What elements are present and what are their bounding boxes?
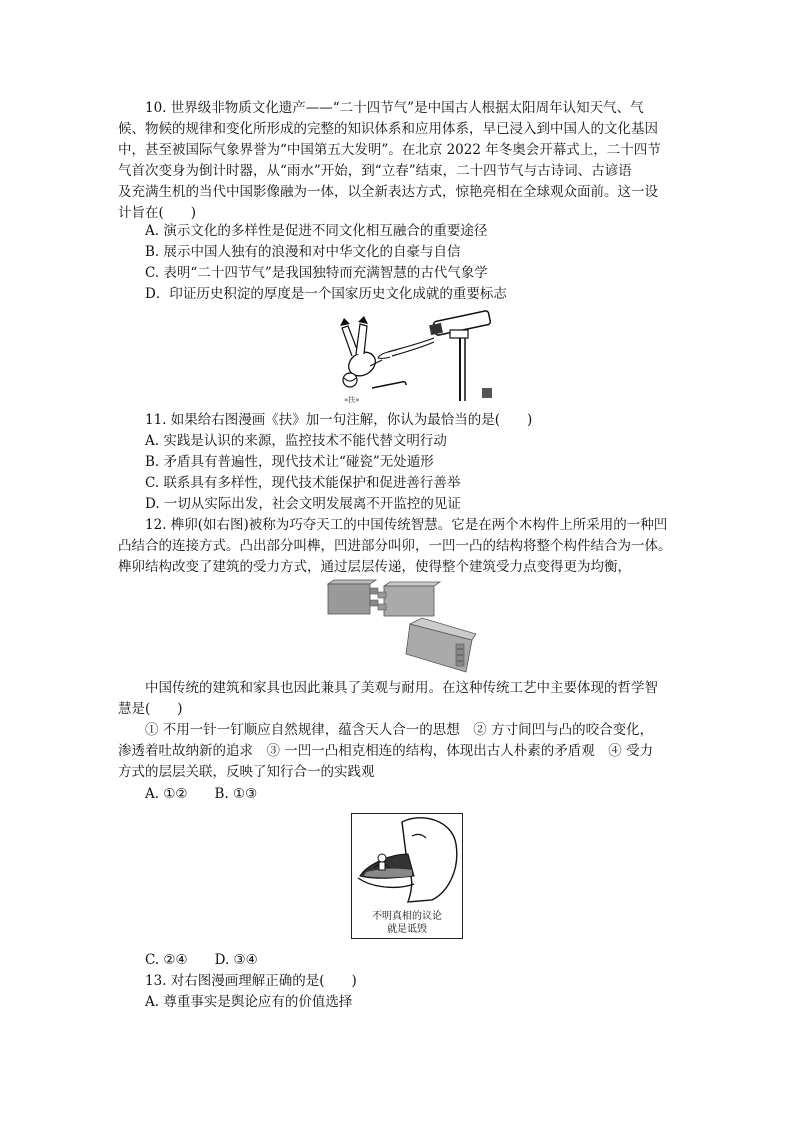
q11-option-a: A. 实践是认识的来源，监控技术不能代替文明行动 <box>145 433 447 449</box>
q10-line-1: 10. 世界级非物质文化遗产——“二十四节气”是中国古人根据太阳周年认知天气、气 <box>145 100 644 116</box>
q13-stem: 13. 对右图漫画理解正确的是( ) <box>145 973 357 989</box>
q11-option-c: C. 联系具有多样性，现代技术能保护和促进善行善举 <box>145 475 461 491</box>
q12-line-1: 12. 榫卯(如右图)被称为巧夺天工的中国传统智慧。它是在两个木构件上所采用的一种凹 <box>145 517 668 533</box>
q11-option-b: B. 矛盾具有普遍性，现代技术让“碰瓷”无处遁形 <box>145 454 434 470</box>
q12-line-3: 榫卯结构改变了建筑的受力方式，通过层层传递，使得整个建筑受力点变得更为均衡， <box>118 559 631 575</box>
tenon-mortise-illustration <box>326 578 476 674</box>
q10-option-a: A. 演示文化的多样性是促进不同文化相互融合的重要途径 <box>145 223 488 239</box>
q10-option-b: B. 展示中国人独有的浪漫和对中华文化的自豪与自信 <box>145 244 461 260</box>
cartoon-fu-label: «扶» <box>344 396 360 404</box>
q10-line-4: 气首次变身为倒计时器，从“雨水”开始，到“立春”结束，二十四节气与古诗词、古谚语 <box>118 163 632 179</box>
q12-statement-line-2: 渗透着吐故纳新的追求 ③ 一凹一凸相克相连的结构，体现出古人朴素的矛盾观 ④ 受力 <box>118 743 654 759</box>
q12-line-5: 慧是( ) <box>118 701 183 717</box>
q13-option-a: A. 尊重事实是舆论应有的价值选择 <box>145 994 353 1010</box>
cartoon-slander-frame <box>351 813 463 939</box>
q12-statement-line-1: ① 不用一针一钉顺应自然规律，蕴含天人合一的思想 ② 方寸间凹与凸的咬合变化， <box>145 722 654 738</box>
cartoon-slander-caption-1: 不明真相的议论 <box>372 911 442 922</box>
q11-stem: 11. 如果给右图漫画《扶》加一句注解，你认为最恰当的是( ) <box>145 412 533 428</box>
q12-line-4: 中国传统的建筑和家具也因此兼具了美观与耐用。在这种传统工艺中主要体现的哲学智 <box>145 680 658 696</box>
cartoon-slander-illustration <box>352 814 462 910</box>
q10-line-3: 中，甚至被国际气象界誉为“中国第五大发明”。在北京 2022 年冬奥会开幕式上，二十四节 <box>118 142 661 158</box>
q10-line-5: 及充满生机的当代中国影像融为一体，以全新表达方式，惊艳亮相在全球观众面前。这一设 <box>118 184 658 200</box>
q10-option-d: D．印证历史积淀的厚度是一个国家历史文化成就的重要标志 <box>145 286 507 302</box>
q12-line-2: 凸结合的连接方式。凸出部分叫榫，凹进部分叫卯，一凹一凸的结构将整个构件结合为一体。 <box>118 538 672 554</box>
q10-line-6: 计旨在( ) <box>118 205 197 221</box>
cartoon-fu-illustration <box>322 308 504 404</box>
q10-option-c: C. 表明“二十四节气”是我国独特而充满智慧的古代气象学 <box>145 265 488 281</box>
q10-line-2: 候、物候的规律和变化所形成的完整的知识体系和应用体系，早已浸入到中国人的文化基因 <box>118 121 658 137</box>
q12-options-cd: C. ②④ D. ③④ <box>145 952 258 968</box>
q12-statement-line-3: 方式的层层关联，反映了知行合一的实践观 <box>118 764 375 780</box>
q12-options-ab: A. ①② B. ①③ <box>145 786 258 802</box>
q11-option-d: D. 一切从实际出发，社会文明发展离不开监控的见证 <box>145 496 461 512</box>
cartoon-slander-caption-2: 就是诋毁 <box>387 924 427 935</box>
